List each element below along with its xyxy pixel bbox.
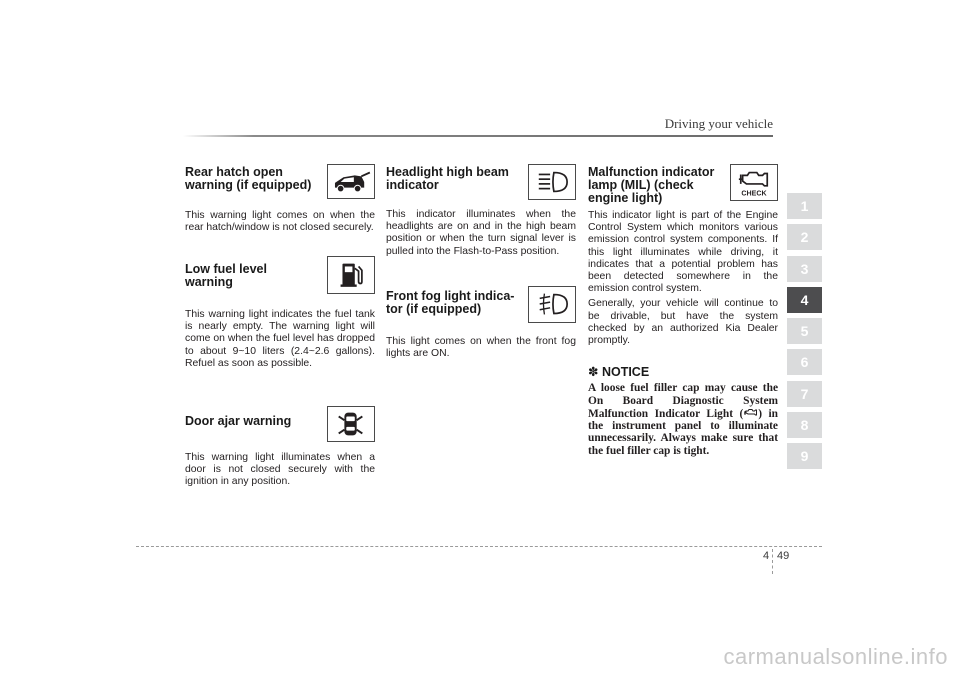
running-header: Driving your vehicle bbox=[664, 116, 773, 131]
watermark: carmanualsonline.info bbox=[723, 644, 948, 669]
section-front-fog bbox=[386, 288, 576, 360]
chapter-tab-9[interactable]: 9 bbox=[787, 443, 822, 469]
body-mil-1: This indicator light is part of the Engine Control System which monitors various emission control system components. If this light illuminates while driving, it indicates that a potential problem has been detected somewhere in the emission control system. bbox=[588, 210, 778, 295]
chapter-tab-7[interactable]: 7 bbox=[787, 381, 822, 407]
front-fog-icon bbox=[528, 286, 576, 323]
heading-door-ajar: Door ajar warning bbox=[185, 414, 292, 428]
footer-page-number: 49 bbox=[777, 550, 790, 562]
door-ajar-icon bbox=[327, 406, 375, 442]
chapter-tab-3[interactable]: 3 bbox=[787, 256, 822, 282]
chapter-tab-5[interactable]: 5 bbox=[787, 318, 822, 344]
body-high-beam: This indicator illuminates when the headlights are on and in the high beam position or when the turn signal lever is pulled into the Flash-to-Pass position. bbox=[386, 209, 576, 257]
column-2 bbox=[386, 164, 576, 360]
section-high-beam bbox=[386, 164, 576, 276]
heading-mil: Malfunction indicator lamp (MIL) (check engine light) bbox=[588, 165, 715, 205]
check-label: CHECK bbox=[741, 189, 767, 198]
check-engine-inline-icon bbox=[743, 407, 758, 418]
heading-high-beam: Headlight high beam indicator bbox=[386, 165, 509, 192]
footer-chapter-number: 4 bbox=[763, 550, 770, 562]
footer-rule bbox=[136, 546, 822, 547]
heading-front-fog: Front fog light indica- tor (if equipped) bbox=[386, 289, 515, 316]
notice-text-after: ) in the instrument panel to illuminate unnecessarily. Always make sure that the fuel filler cap is tight. bbox=[588, 407, 779, 457]
chapter-tab-1[interactable]: 1 bbox=[787, 193, 822, 219]
chapter-tab-2[interactable]: 2 bbox=[787, 224, 822, 250]
section-mil bbox=[588, 164, 778, 347]
column-1 bbox=[185, 164, 375, 489]
body-low-fuel: This warning light indicates the fuel tank is nearly empty. The warning light will come on when the fuel level has dropped to about 9~10 liters (2.4~2.6 gallons). Refuel as soon as possible. bbox=[185, 309, 375, 369]
header-rule bbox=[183, 135, 773, 137]
footer-separator bbox=[772, 549, 773, 574]
section-rear-hatch bbox=[185, 164, 375, 247]
heading-low-fuel: Low fuel level warning bbox=[185, 262, 267, 289]
section-door-ajar bbox=[185, 409, 375, 489]
notice-text bbox=[588, 382, 778, 457]
body-front-fog: This light comes on when the front fog lights are ON. bbox=[386, 336, 576, 360]
check-engine-icon bbox=[730, 164, 778, 201]
fuel-pump-icon bbox=[327, 256, 375, 294]
high-beam-icon bbox=[528, 164, 576, 200]
chapter-tabs bbox=[787, 193, 822, 475]
body-mil-2: Generally, your vehicle will continue to be drivable, but have the system checked by an authorized Kia Dealer promptly. bbox=[588, 298, 778, 347]
section-low-fuel bbox=[185, 261, 375, 409]
chapter-tab-6[interactable]: 6 bbox=[787, 349, 822, 375]
notice bbox=[588, 364, 778, 457]
rear-hatch-icon bbox=[327, 164, 375, 199]
body-door-ajar: This warning light illuminates when a door is not closed securely with the ignition in any position. bbox=[185, 452, 375, 488]
notice-text-before: A loose fuel filler cap may cause the On Board Diagnostic System Malfunction Indicator Light ( bbox=[588, 382, 778, 420]
column-3 bbox=[588, 164, 778, 457]
chapter-tab-4[interactable]: 4 bbox=[787, 287, 822, 313]
heading-rear-hatch: Rear hatch open warning (if equipped) bbox=[185, 165, 312, 192]
chapter-tab-8[interactable]: 8 bbox=[787, 412, 822, 438]
body-rear-hatch: This warning light comes on when the rear hatch/window is not closed securely. bbox=[185, 210, 375, 234]
notice-title: ✽ NOTICE bbox=[588, 365, 650, 380]
